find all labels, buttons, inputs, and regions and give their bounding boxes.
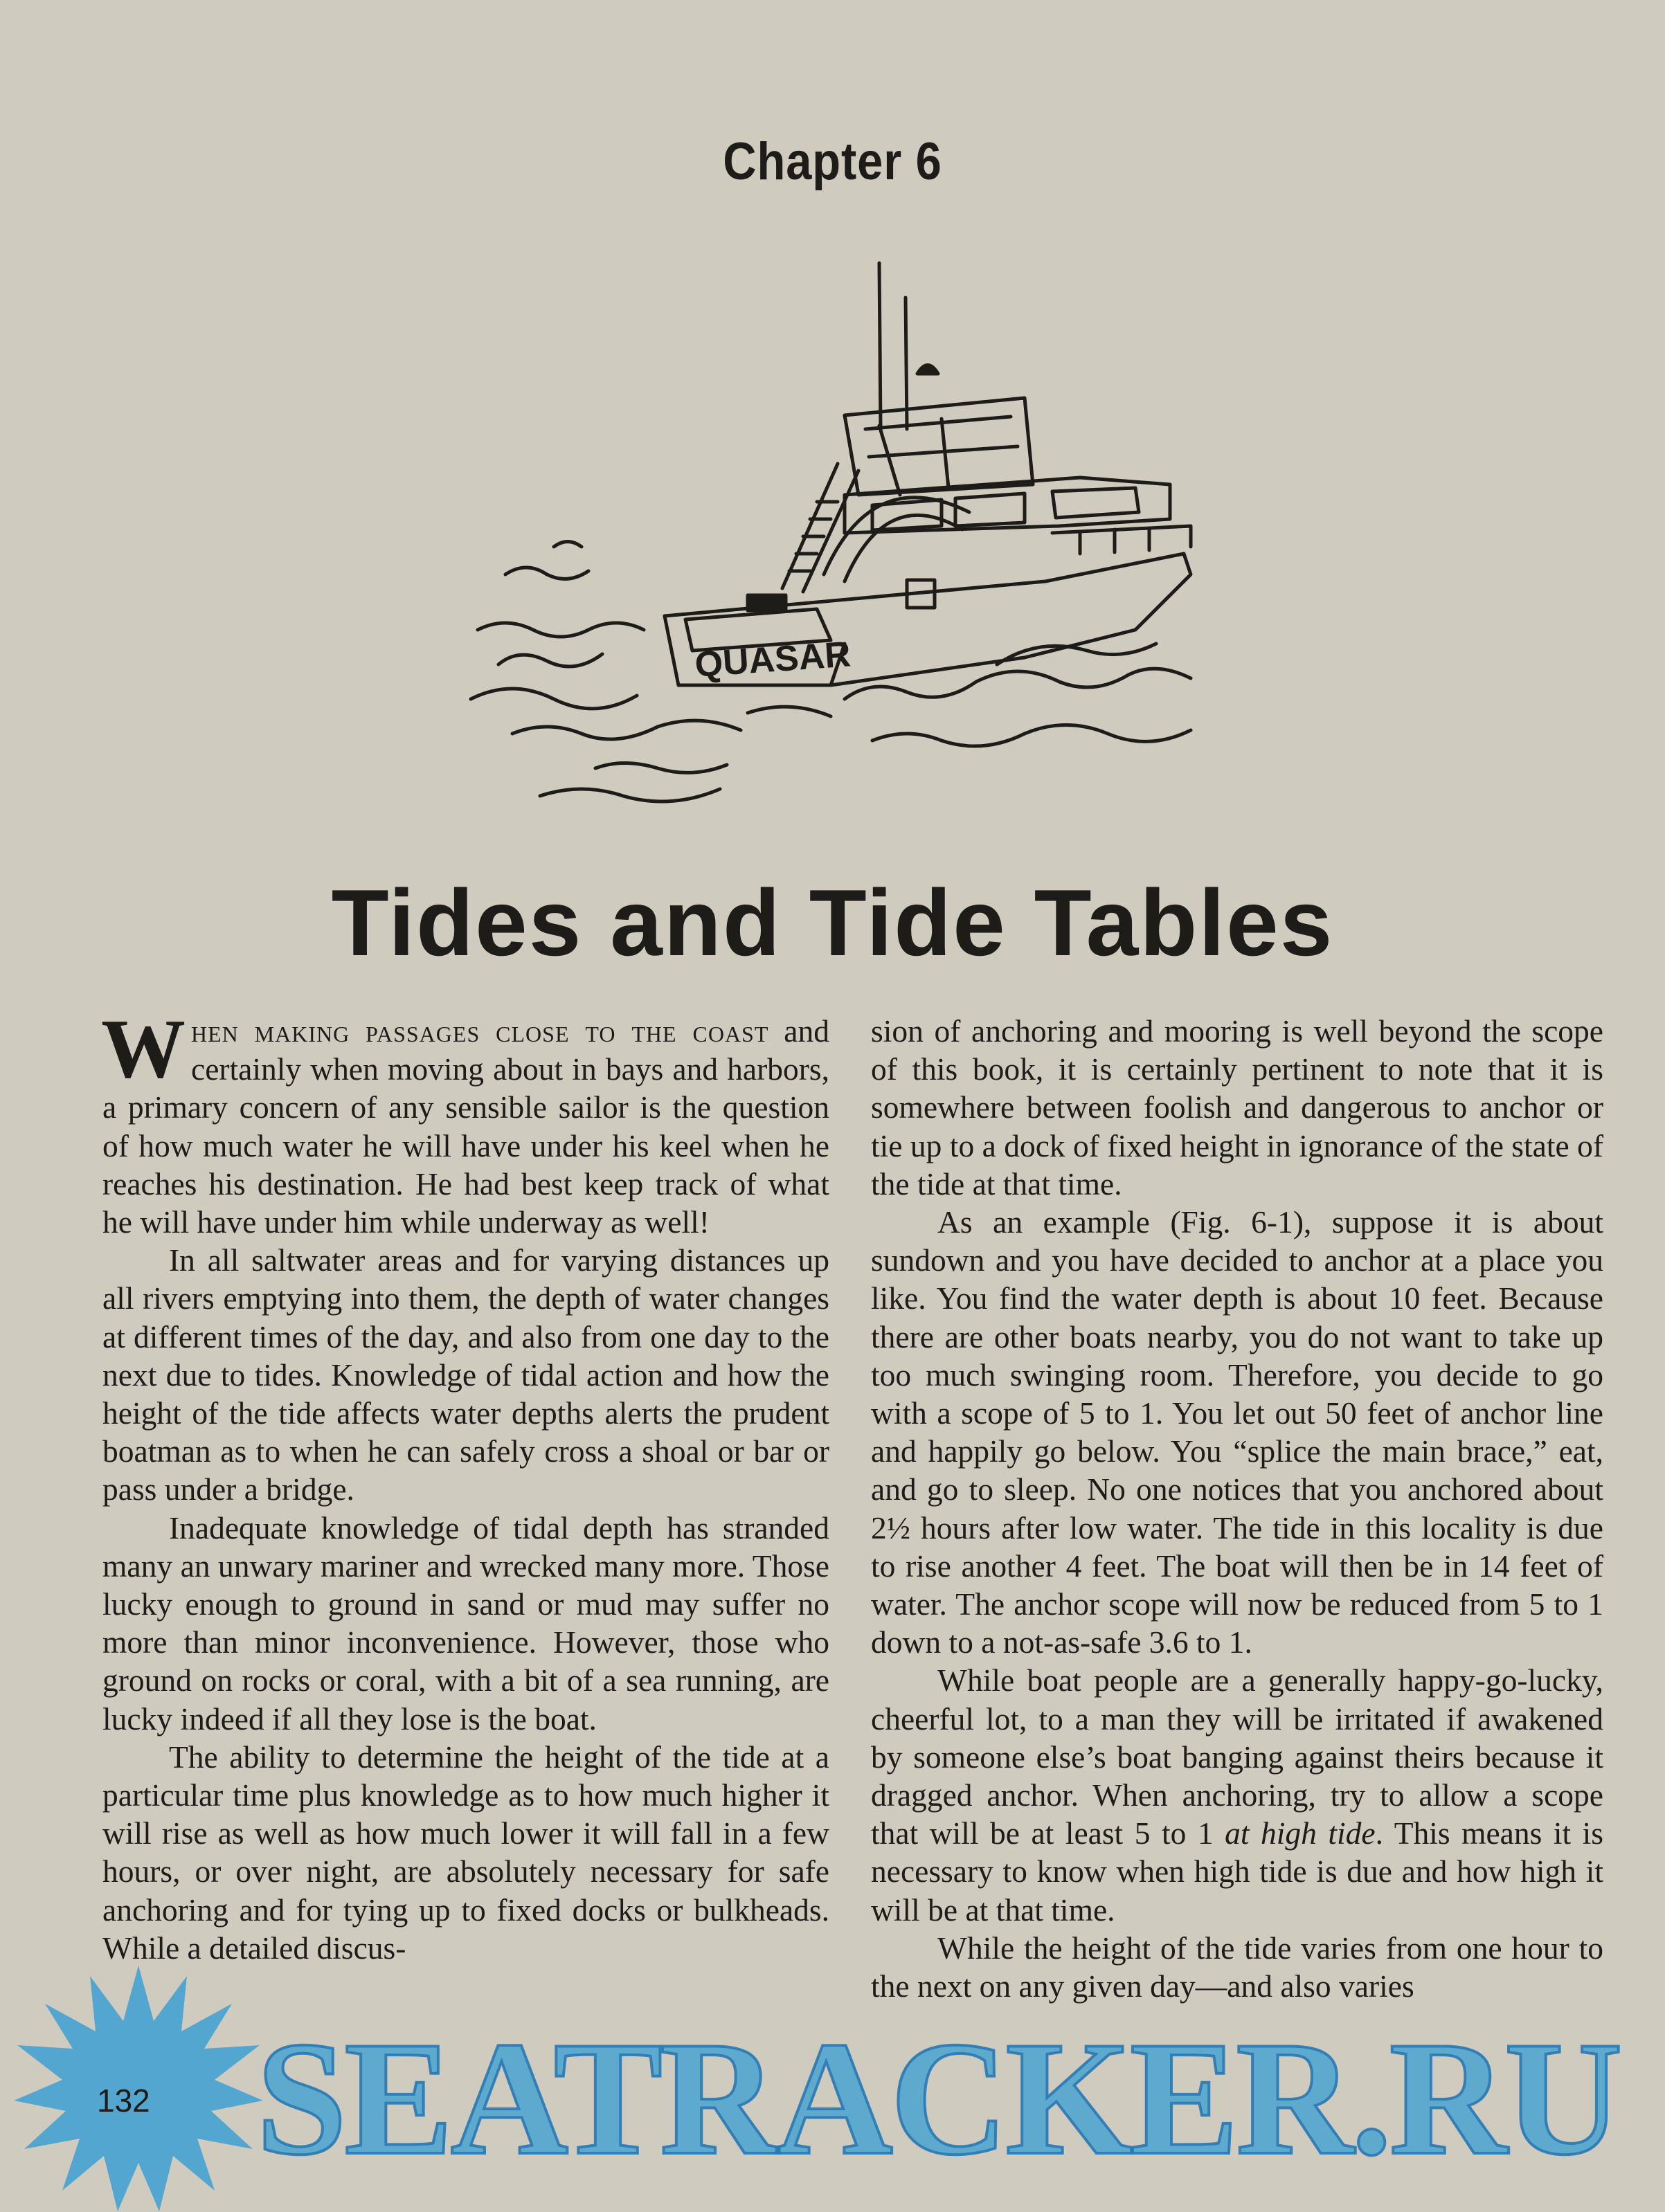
paragraph-text: and certainly when moving about in bays and harbors, a primary concern of any sensible sailor is the question of how much water he will have under his keel when he reaches his destination. He had best keep track of what he will have under him while underway as well! <box>102 1013 830 1240</box>
paragraph: As an example (Fig. 6-1), suppose it is about sundown and you have decided to anchor at a place you like. You find the water depth is about 10 feet. Because there are other boats nearby, you do not want to take up too much swinging room. Therefore, you decide to go with a scope of 5 to 1. You let out 50 feet of anchor line and happily go below. You “splice the main brace,” eat, and go to sleep. No one notices that you anchored about 2½ hours after low water. The tide in this locality is due to rise another 4 feet. The boat will then be in 14 feet of water. The anchor scope will now be reduced from 5 to 1 down to a not-as-safe 3.6 to 1. <box>871 1204 1603 1660</box>
paragraph-text: While boat people are a generally happy-go-lucky, cheerful lot, to a man they will be irritated if awakened by someone else’s boat banging against theirs because it dragged anchor. When anchoring, try to allow a scope that will be at least 5 to 1 <box>871 1662 1603 1851</box>
paragraph: In all saltwater areas and for varying distances up all rivers emptying into them, the depth of water changes at different times of the day, and also from one day to the next due to tides. Knowledge of tidal action and how the height of the tide affects water depths alerts the prudent boatman as to when he can safely cross a shoal or bar or pass under a bridge. <box>102 1242 829 1507</box>
page-number: 132 <box>97 2083 150 2119</box>
boat-name-text: QUASAR <box>693 634 852 685</box>
paragraph <box>871 1661 1603 1928</box>
text-column-left <box>101 1002 830 1967</box>
paragraph-text: . This means it is necessary to know when high tide is due and how high it will be at that time. <box>871 1815 1603 1928</box>
watermark-text: SEATRACKER.RU <box>256 2020 1620 2179</box>
paragraph: sion of anchoring and mooring is well beyond the scope of this book, it is certainly pertinent to note that it is somewhere between foolish and dangerous to anchor or tie up to a dock of fixed height in ignorance of the state of the tide at that time. <box>871 1013 1603 1202</box>
chapter-title: Tides and Tide Tables <box>331 870 1334 975</box>
chapter-number: Chapter 6 <box>723 132 942 191</box>
drop-cap: W <box>101 1002 186 1096</box>
lead-in-smallcaps: hen making passages close to the coast <box>191 1013 769 1049</box>
paragraph <box>101 1002 830 1241</box>
emphasis-text: at high tide <box>1225 1815 1376 1851</box>
text-column-right <box>871 1012 1603 2005</box>
paragraph: Inadequate knowledge of tidal depth has stranded many an unwary mariner and wrecked many more. Those lucky enough to ground in sand or mud may suffer no more than minor inconvenience. However, those who ground on rocks or coral, with a bit of a sea running, are lucky indeed if all they lose is the boat. <box>102 1510 829 1737</box>
paragraph: The ability to determine the height of the tide at a particular time plus knowledge as to how much higher it will rise as well as how much lower it will fall in a few hours, or over night, are absolutely necessary for safe anchoring and for tying up to fixed docks or bulkheads. While a detailed discus- <box>102 1739 829 1966</box>
boat-illustration <box>457 256 1232 831</box>
paragraph: While the height of the tide varies from one hour to the next on any given day—and also varies <box>871 1930 1603 2004</box>
